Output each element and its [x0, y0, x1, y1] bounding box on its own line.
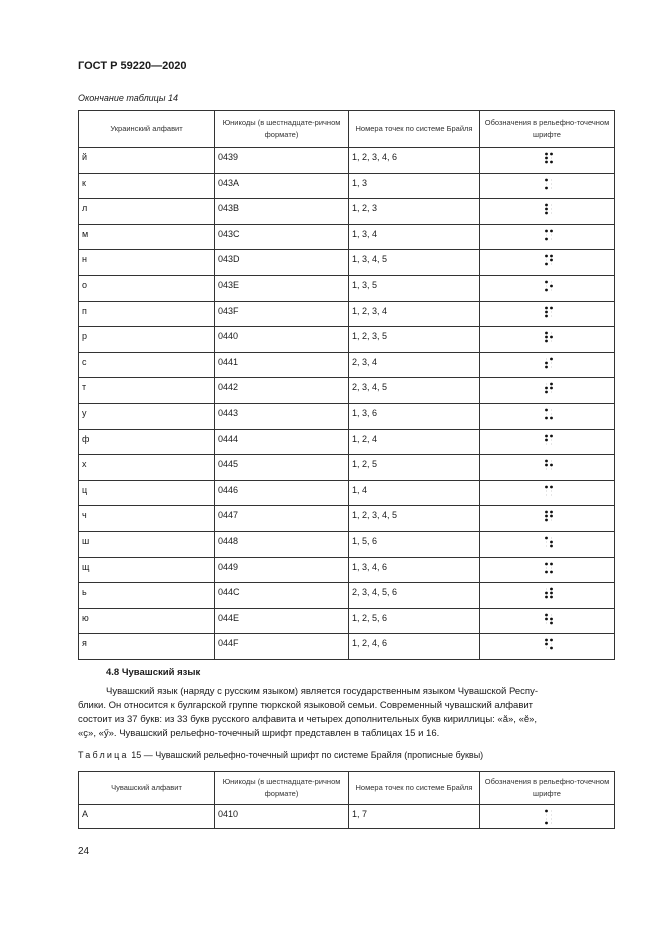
braille-cell-icon — [544, 459, 554, 473]
braille-dot-empty — [551, 209, 552, 210]
braille-dot-empty — [546, 413, 547, 414]
table-row — [79, 634, 615, 660]
braille-dot-empty — [551, 443, 552, 444]
unicode-cell: 043F — [215, 301, 349, 327]
braille-dot-raised — [550, 485, 553, 488]
braille-dot-raised — [545, 332, 548, 335]
braille-cell-icon — [544, 587, 554, 601]
braille-dot-empty — [546, 589, 547, 590]
letter-cell: ц — [79, 480, 215, 506]
braille-dot-raised — [550, 596, 553, 599]
table-row — [79, 301, 615, 327]
dot-numbers-cell: 1, 7 — [349, 805, 480, 829]
dot-numbers-cell: 1, 2, 3, 4, 5 — [349, 506, 480, 532]
braille-dot-empty — [551, 158, 552, 159]
dot-numbers-cell: 1, 4 — [349, 480, 480, 506]
paragraph-line: Чувашский язык (наряду с русским языком) является государственным языком Чувашской Респу- — [106, 686, 538, 697]
table-15 — [78, 771, 615, 829]
column-header-unicode: Юникоды (в шестнадцате-ричном формате) — [215, 772, 349, 805]
braille-cell-icon — [544, 178, 554, 192]
dot-numbers-cell: 2, 3, 4, 5, 6 — [349, 583, 480, 609]
section-paragraph — [78, 685, 614, 741]
braille-symbol-cell — [480, 224, 615, 250]
braille-dot-raised — [550, 387, 553, 390]
dot-numbers-cell: 1, 3, 5 — [349, 275, 480, 301]
braille-dot-raised — [550, 588, 553, 591]
braille-dot-empty — [551, 213, 552, 214]
braille-dot-raised — [545, 336, 548, 339]
braille-cell-icon — [544, 536, 554, 550]
braille-cell-icon — [544, 203, 554, 217]
dot-numbers-cell: 1, 2, 3, 4, 6 — [349, 148, 480, 174]
dot-numbers-cell: 1, 5, 6 — [349, 531, 480, 557]
braille-dot-empty — [551, 187, 552, 188]
braille-dot-empty — [546, 285, 547, 286]
braille-cell-icon — [544, 510, 554, 524]
dot-numbers-cell: 1, 2, 3, 5 — [349, 327, 480, 353]
column-header-dot-numbers: Номера точек по системе Брайля — [349, 772, 480, 805]
braille-dot-raised — [545, 592, 548, 595]
braille-dot-empty — [551, 179, 552, 180]
braille-dot-raised — [550, 417, 553, 420]
braille-symbol-cell — [480, 480, 615, 506]
braille-cell-icon — [544, 229, 554, 243]
dot-numbers-cell: 1, 3, 4 — [349, 224, 480, 250]
document-header: ГОСТ Р 59220—2020 — [78, 60, 187, 72]
unicode-cell: 0448 — [215, 531, 349, 557]
letter-cell: я — [79, 634, 215, 660]
braille-dot-raised — [545, 387, 548, 390]
braille-symbol-cell — [480, 148, 615, 174]
braille-dot-raised — [545, 212, 548, 215]
dot-numbers-cell: 1, 2, 5 — [349, 455, 480, 481]
braille-dot-raised — [545, 643, 548, 646]
letter-cell: с — [79, 352, 215, 378]
braille-dot-empty — [546, 567, 547, 568]
table-row — [79, 506, 615, 532]
braille-symbol-cell — [480, 531, 615, 557]
braille-symbol-cell — [480, 250, 615, 276]
braille-dot-raised — [545, 153, 548, 156]
braille-dot-raised — [550, 621, 553, 624]
unicode-cell: 0444 — [215, 429, 349, 455]
letter-cell: й — [79, 148, 215, 174]
table-row — [79, 250, 615, 276]
braille-dot-raised — [550, 570, 553, 573]
braille-dot-raised — [550, 383, 553, 386]
braille-dot-empty — [546, 260, 547, 261]
unicode-cell: 043C — [215, 224, 349, 250]
paragraph-line: «ҫ», «ӳ». Чувашский рельефно-точечный шрифт представлен в таблицах 15 и 16. — [78, 728, 440, 739]
braille-dot-empty — [551, 439, 552, 440]
table-row — [79, 224, 615, 250]
dot-numbers-cell: 2, 3, 4, 5 — [349, 378, 480, 404]
unicode-cell: 0443 — [215, 403, 349, 429]
braille-dot-raised — [545, 391, 548, 394]
unicode-cell: 044F — [215, 634, 349, 660]
letter-cell: ф — [79, 429, 215, 455]
braille-dot-raised — [545, 314, 548, 317]
braille-dot-empty — [551, 409, 552, 410]
unicode-cell: 0439 — [215, 148, 349, 174]
table-14-caption: Окончание таблицы 14 — [78, 93, 178, 103]
braille-cell-icon — [544, 809, 554, 827]
braille-dot-raised — [550, 285, 553, 288]
braille-symbol-cell — [480, 199, 615, 225]
braille-dot-empty — [546, 384, 547, 385]
braille-symbol-cell — [480, 805, 615, 829]
braille-dot-empty — [546, 494, 547, 495]
braille-dot-empty — [546, 183, 547, 184]
braille-dot-raised — [545, 281, 548, 284]
braille-dot-raised — [545, 310, 548, 313]
braille-dot-empty — [551, 289, 552, 290]
table-row — [79, 403, 615, 429]
braille-symbol-cell — [480, 173, 615, 199]
letter-cell: л — [79, 199, 215, 225]
braille-dot-empty — [551, 490, 552, 491]
braille-cell-icon — [544, 254, 554, 268]
braille-cell-icon — [544, 485, 554, 499]
braille-dot-raised — [545, 157, 548, 160]
braille-dot-raised — [550, 545, 553, 548]
braille-dot-empty — [551, 234, 552, 235]
dot-numbers-cell: 1, 2, 3, 4 — [349, 301, 480, 327]
braille-dot-empty — [546, 541, 547, 542]
braille-dot-raised — [545, 810, 548, 813]
braille-dot-raised — [550, 541, 553, 544]
unicode-cell: 043B — [215, 199, 349, 225]
braille-dot-raised — [545, 464, 548, 467]
table-row — [79, 557, 615, 583]
braille-cell-icon — [544, 331, 554, 345]
braille-dot-raised — [545, 613, 548, 616]
braille-symbol-cell — [480, 455, 615, 481]
braille-symbol-cell — [480, 352, 615, 378]
table-15-caption-text: 15 — Чувашский рельефно-точечный шрифт по системе Брайля (прописные буквы) — [128, 750, 484, 760]
braille-dot-raised — [545, 460, 548, 463]
table-row — [79, 378, 615, 404]
braille-cell-icon — [544, 152, 554, 166]
letter-cell: н — [79, 250, 215, 276]
section-heading: 4.8 Чувашский язык — [106, 667, 201, 678]
page-number: 24 — [78, 846, 90, 857]
braille-dot-raised — [545, 570, 548, 573]
table-row — [79, 173, 615, 199]
column-header-braille-symbol: Обозначения в рельефно-точечном шрифте — [480, 772, 615, 805]
braille-dot-raised — [550, 562, 553, 565]
braille-dot-empty — [551, 567, 552, 568]
braille-dot-empty — [551, 823, 552, 824]
braille-dot-raised — [545, 438, 548, 441]
braille-dot-raised — [550, 592, 553, 595]
column-header-alphabet: Украинский алфавит — [79, 111, 215, 148]
braille-cell-icon — [544, 638, 554, 652]
unicode-cell: 043E — [215, 275, 349, 301]
letter-cell: х — [79, 455, 215, 481]
dot-numbers-cell: 1, 3 — [349, 173, 480, 199]
unicode-cell: 0449 — [215, 557, 349, 583]
table-row — [79, 583, 615, 609]
braille-dot-raised — [545, 515, 548, 518]
table-row — [79, 480, 615, 506]
braille-dot-raised — [550, 161, 553, 164]
braille-dot-empty — [546, 469, 547, 470]
dot-numbers-cell: 1, 2, 4, 6 — [349, 634, 480, 660]
braille-dot-raised — [545, 361, 548, 364]
unicode-cell: 0445 — [215, 455, 349, 481]
braille-dot-empty — [551, 315, 552, 316]
braille-dot-raised — [545, 409, 548, 412]
braille-dot-raised — [545, 434, 548, 437]
braille-symbol-cell — [480, 608, 615, 634]
table-row — [79, 148, 615, 174]
braille-cell-icon — [544, 613, 554, 627]
braille-dot-raised — [545, 617, 548, 620]
braille-dot-raised — [550, 306, 553, 309]
braille-dot-raised — [545, 178, 548, 181]
paragraph-line: блики. Он относится к булгарской группе тюркской языковой семьи. Современный чувашский алфавит — [78, 700, 534, 711]
column-header-braille-symbol: Обозначения в рельефно-точечном шрифте — [480, 111, 615, 148]
braille-dot-raised — [545, 289, 548, 292]
braille-dot-empty — [551, 362, 552, 363]
braille-dot-raised — [550, 647, 553, 650]
braille-cell-icon — [544, 562, 554, 576]
braille-symbol-cell — [480, 403, 615, 429]
unicode-cell: 043A — [215, 173, 349, 199]
column-header-dot-numbers: Номера точек по системе Брайля — [349, 111, 480, 148]
dot-numbers-cell: 2, 3, 4 — [349, 352, 480, 378]
unicode-cell: 044E — [215, 608, 349, 634]
braille-dot-empty — [551, 520, 552, 521]
unicode-cell: 0410 — [215, 805, 349, 829]
braille-dot-empty — [546, 545, 547, 546]
letter-cell: ш — [79, 531, 215, 557]
braille-dot-empty — [546, 443, 547, 444]
letter-cell: к — [79, 173, 215, 199]
braille-symbol-cell — [480, 301, 615, 327]
table-row — [79, 429, 615, 455]
unicode-cell: 044C — [215, 583, 349, 609]
table-15-caption-label: Таблица — [78, 750, 129, 760]
letter-cell: м — [79, 224, 215, 250]
braille-cell-icon — [544, 434, 554, 448]
braille-dot-raised — [545, 639, 548, 642]
braille-cell-icon — [544, 280, 554, 294]
braille-symbol-cell — [480, 557, 615, 583]
braille-dot-raised — [545, 237, 548, 240]
braille-dot-raised — [545, 208, 548, 211]
unicode-cell: 0441 — [215, 352, 349, 378]
unicode-cell: 0447 — [215, 506, 349, 532]
braille-dot-raised — [545, 562, 548, 565]
table-header-row — [79, 772, 615, 805]
column-header-unicode: Юникоды (в шестнадцате-ричном формате) — [215, 111, 349, 148]
braille-dot-raised — [550, 259, 553, 262]
braille-dot-empty — [551, 205, 552, 206]
braille-dot-empty — [551, 366, 552, 367]
braille-dot-raised — [545, 229, 548, 232]
braille-dot-empty — [551, 469, 552, 470]
braille-symbol-cell — [480, 275, 615, 301]
braille-dot-empty — [551, 811, 552, 812]
dot-numbers-cell: 1, 3, 4, 5 — [349, 250, 480, 276]
braille-cell-icon — [544, 306, 554, 320]
dot-numbers-cell: 1, 2, 5, 6 — [349, 608, 480, 634]
unicode-cell: 043D — [215, 250, 349, 276]
braille-symbol-cell — [480, 429, 615, 455]
braille-dot-raised — [545, 485, 548, 488]
braille-dot-empty — [551, 183, 552, 184]
braille-dot-empty — [551, 819, 552, 820]
dot-numbers-cell: 1, 2, 3 — [349, 199, 480, 225]
braille-dot-raised — [550, 336, 553, 339]
braille-dot-empty — [546, 234, 547, 235]
braille-dot-raised — [550, 639, 553, 642]
braille-dot-raised — [545, 519, 548, 522]
dot-numbers-cell: 1, 3, 4, 6 — [349, 557, 480, 583]
table-row — [79, 805, 615, 829]
unicode-cell: 0442 — [215, 378, 349, 404]
braille-dot-raised — [545, 306, 548, 309]
braille-dot-empty — [546, 815, 547, 816]
braille-dot-raised — [545, 365, 548, 368]
letter-cell: щ — [79, 557, 215, 583]
braille-symbol-cell — [480, 327, 615, 353]
table-15-caption — [78, 750, 483, 760]
dot-numbers-cell: 1, 2, 4 — [349, 429, 480, 455]
braille-cell-icon — [544, 382, 554, 396]
braille-dot-raised — [550, 357, 553, 360]
letter-cell: т — [79, 378, 215, 404]
braille-dot-empty — [551, 341, 552, 342]
braille-dot-raised — [550, 515, 553, 518]
braille-dot-empty — [546, 358, 547, 359]
braille-dot-raised — [545, 822, 548, 825]
braille-dot-empty — [551, 264, 552, 265]
braille-dot-raised — [550, 255, 553, 258]
braille-dot-empty — [551, 461, 552, 462]
braille-dot-empty — [551, 494, 552, 495]
braille-dot-raised — [550, 617, 553, 620]
letter-cell: ч — [79, 506, 215, 532]
braille-dot-raised — [545, 537, 548, 540]
braille-dot-raised — [550, 229, 553, 232]
table-row — [79, 327, 615, 353]
braille-symbol-cell — [480, 634, 615, 660]
braille-dot-raised — [550, 153, 553, 156]
braille-dot-empty — [551, 333, 552, 334]
braille-cell-icon — [544, 357, 554, 371]
paragraph-line: состоит из 37 букв: из 33 букв русского алфавита и четырех дополнительных букв кириллицы: «ӑ», «ӗ», — [78, 714, 538, 725]
braille-dot-empty — [551, 311, 552, 312]
letter-cell: о — [79, 275, 215, 301]
letter-cell: п — [79, 301, 215, 327]
braille-cell-icon — [544, 408, 554, 422]
braille-symbol-cell — [480, 583, 615, 609]
table-14 — [78, 110, 615, 660]
braille-dot-raised — [545, 596, 548, 599]
braille-dot-raised — [550, 511, 553, 514]
column-header-alphabet: Чувашский алфавит — [79, 772, 215, 805]
braille-dot-empty — [546, 490, 547, 491]
table-row — [79, 608, 615, 634]
braille-dot-empty — [551, 614, 552, 615]
unicode-cell: 0440 — [215, 327, 349, 353]
braille-dot-raised — [545, 263, 548, 266]
braille-dot-raised — [550, 464, 553, 467]
braille-dot-raised — [545, 511, 548, 514]
letter-cell: ю — [79, 608, 215, 634]
table-header-row — [79, 111, 615, 148]
table-row — [79, 199, 615, 225]
braille-dot-empty — [551, 537, 552, 538]
braille-dot-empty — [551, 281, 552, 282]
table-row — [79, 531, 615, 557]
letter-cell: А — [79, 805, 215, 829]
braille-dot-raised — [545, 340, 548, 343]
braille-dot-empty — [546, 622, 547, 623]
table-row — [79, 275, 615, 301]
dot-numbers-cell: 1, 3, 6 — [349, 403, 480, 429]
braille-dot-raised — [545, 417, 548, 420]
letter-cell: р — [79, 327, 215, 353]
braille-dot-empty — [551, 815, 552, 816]
braille-dot-empty — [551, 238, 552, 239]
table-row — [79, 455, 615, 481]
braille-dot-raised — [545, 186, 548, 189]
letter-cell: у — [79, 403, 215, 429]
table-row — [79, 352, 615, 378]
letter-cell: ь — [79, 583, 215, 609]
braille-dot-raised — [545, 204, 548, 207]
unicode-cell: 0446 — [215, 480, 349, 506]
braille-dot-raised — [545, 161, 548, 164]
braille-dot-empty — [546, 648, 547, 649]
braille-dot-empty — [546, 819, 547, 820]
braille-dot-raised — [550, 434, 553, 437]
braille-symbol-cell — [480, 506, 615, 532]
braille-dot-empty — [551, 413, 552, 414]
braille-dot-raised — [545, 255, 548, 258]
braille-symbol-cell — [480, 378, 615, 404]
braille-dot-empty — [551, 392, 552, 393]
braille-dot-empty — [551, 644, 552, 645]
